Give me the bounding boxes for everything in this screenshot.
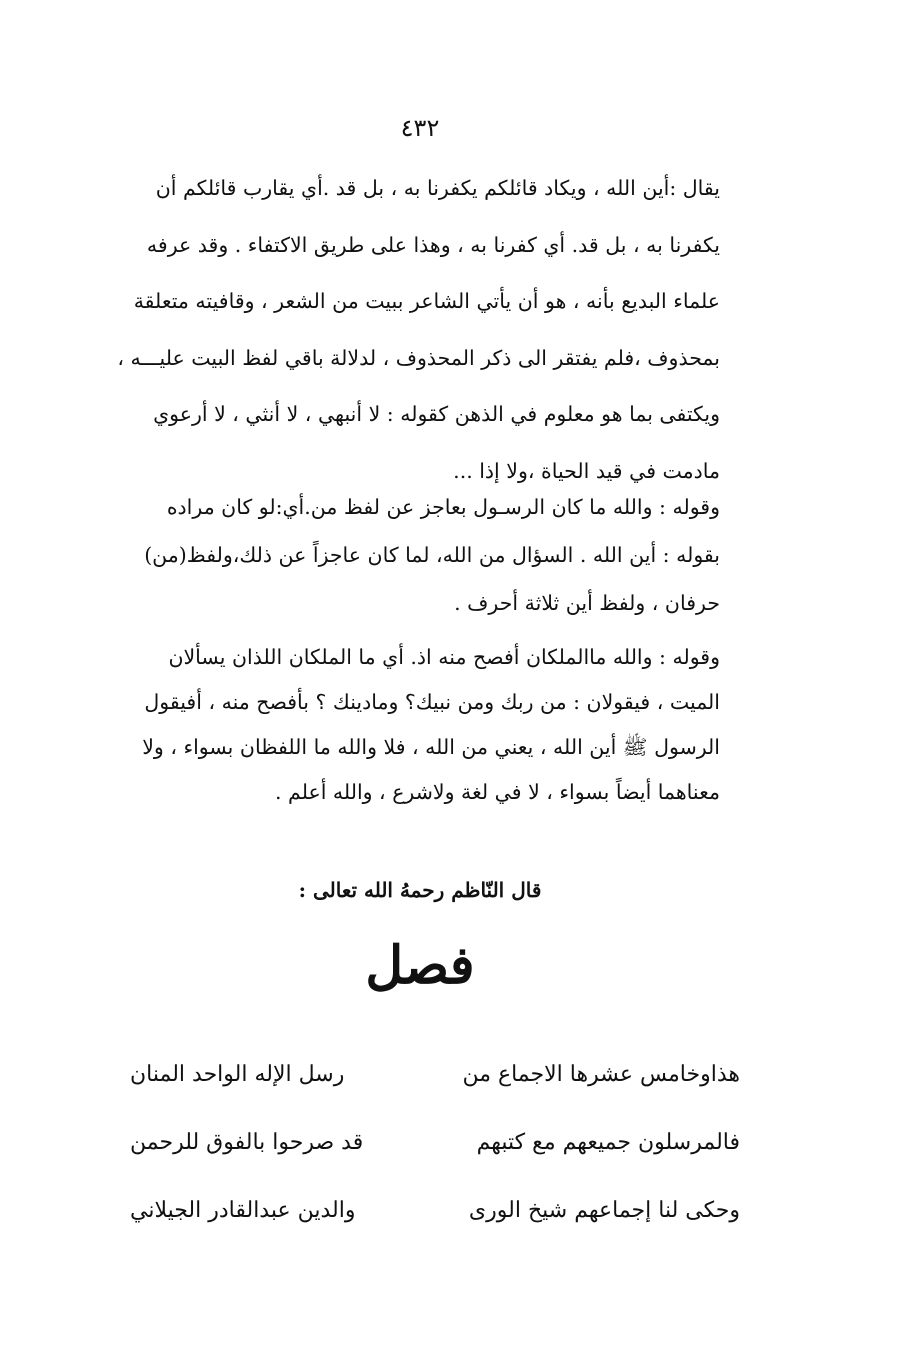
verse — [130, 1176, 740, 1244]
text-line: مادمت في قيد الحياة ،ولا إذا ... — [453, 458, 720, 483]
page-number: ٤٣٢ — [400, 114, 440, 142]
poet-introduction: قال النّاظم رحمهُ الله تعالى : — [298, 878, 542, 902]
text-line: بمحذوف ،فلم يفتقر الى ذكر المحذوف ، لدلالة باقي لفظ البيت عليـــه ، — [117, 345, 720, 370]
paragraph-2 — [100, 483, 720, 627]
verse-first-hemistich: هذاوخامس عشرها الاجماع من — [462, 1061, 740, 1087]
verse — [130, 1040, 740, 1108]
paragraph-1 — [100, 160, 720, 499]
verse — [130, 1108, 740, 1176]
verse-second-hemistich: والدين عبدالقادر الجيلاني — [130, 1197, 356, 1223]
section-title: فصل — [365, 935, 475, 996]
text-line: حرفان ، ولفظ أين ثلاثة أحرف . — [454, 591, 720, 615]
text-line: معناهما أيضاً بسواء ، لا في لغة ولاشرع ، والله أعلم . — [275, 780, 720, 804]
text-line: يقال :أين الله ، ويكاد قائلكم يكفرنا به ، بل قد .أي يقارب قائلكم أن — [155, 176, 720, 200]
verse-first-hemistich: فالمرسلون جميعهم مع كتبهم — [476, 1129, 740, 1155]
text-line: بقوله : أين الله . السؤال من الله، لما كان عاجزاً عن ذلك،ولفظ(من) — [144, 543, 720, 567]
text-line: وقوله : والله ما كان الرسـول بعاجز عن لفظ من.أي:لو كان مراده — [166, 495, 720, 519]
text-line: الرسول ﷺ أين الله ، يعني من الله ، فلا والله ما اللفظان بسواء ، ولا — [142, 735, 720, 759]
text-line: علماء البديع بأنه ، هو أن يأتي الشاعر ببيت من الشعر ، وقافيته متعلقة — [133, 289, 720, 313]
paragraph-3 — [100, 635, 720, 815]
poem-verses — [130, 1040, 740, 1244]
verse-second-hemistich: قد صرحوا بالفوق للرحمن — [130, 1129, 364, 1155]
verse-second-hemistich: رسل الإله الواحد المنان — [130, 1061, 345, 1087]
text-line: ويكتفى بما هو معلوم في الذهن كقوله : لا أنبهي ، لا أنثي ، لا أرعوي — [153, 402, 720, 426]
text-line: يكفرنا به ، بل قد. أي كفرنا به ، وهذا على طريق الاكتفاء . وقد عرفه — [146, 232, 720, 257]
text-line: الميت ، فيقولان : من ربك ومن نبيك؟ ومادينك ؟ بأفصح منه ، أفيقول — [144, 690, 720, 714]
verse-first-hemistich: وحكى لنا إجماعهم شيخ الورى — [468, 1197, 740, 1223]
text-line: وقوله : والله ماالملكان أفصح منه اذ. أي ما الملكان اللذان يسألان — [168, 645, 720, 669]
